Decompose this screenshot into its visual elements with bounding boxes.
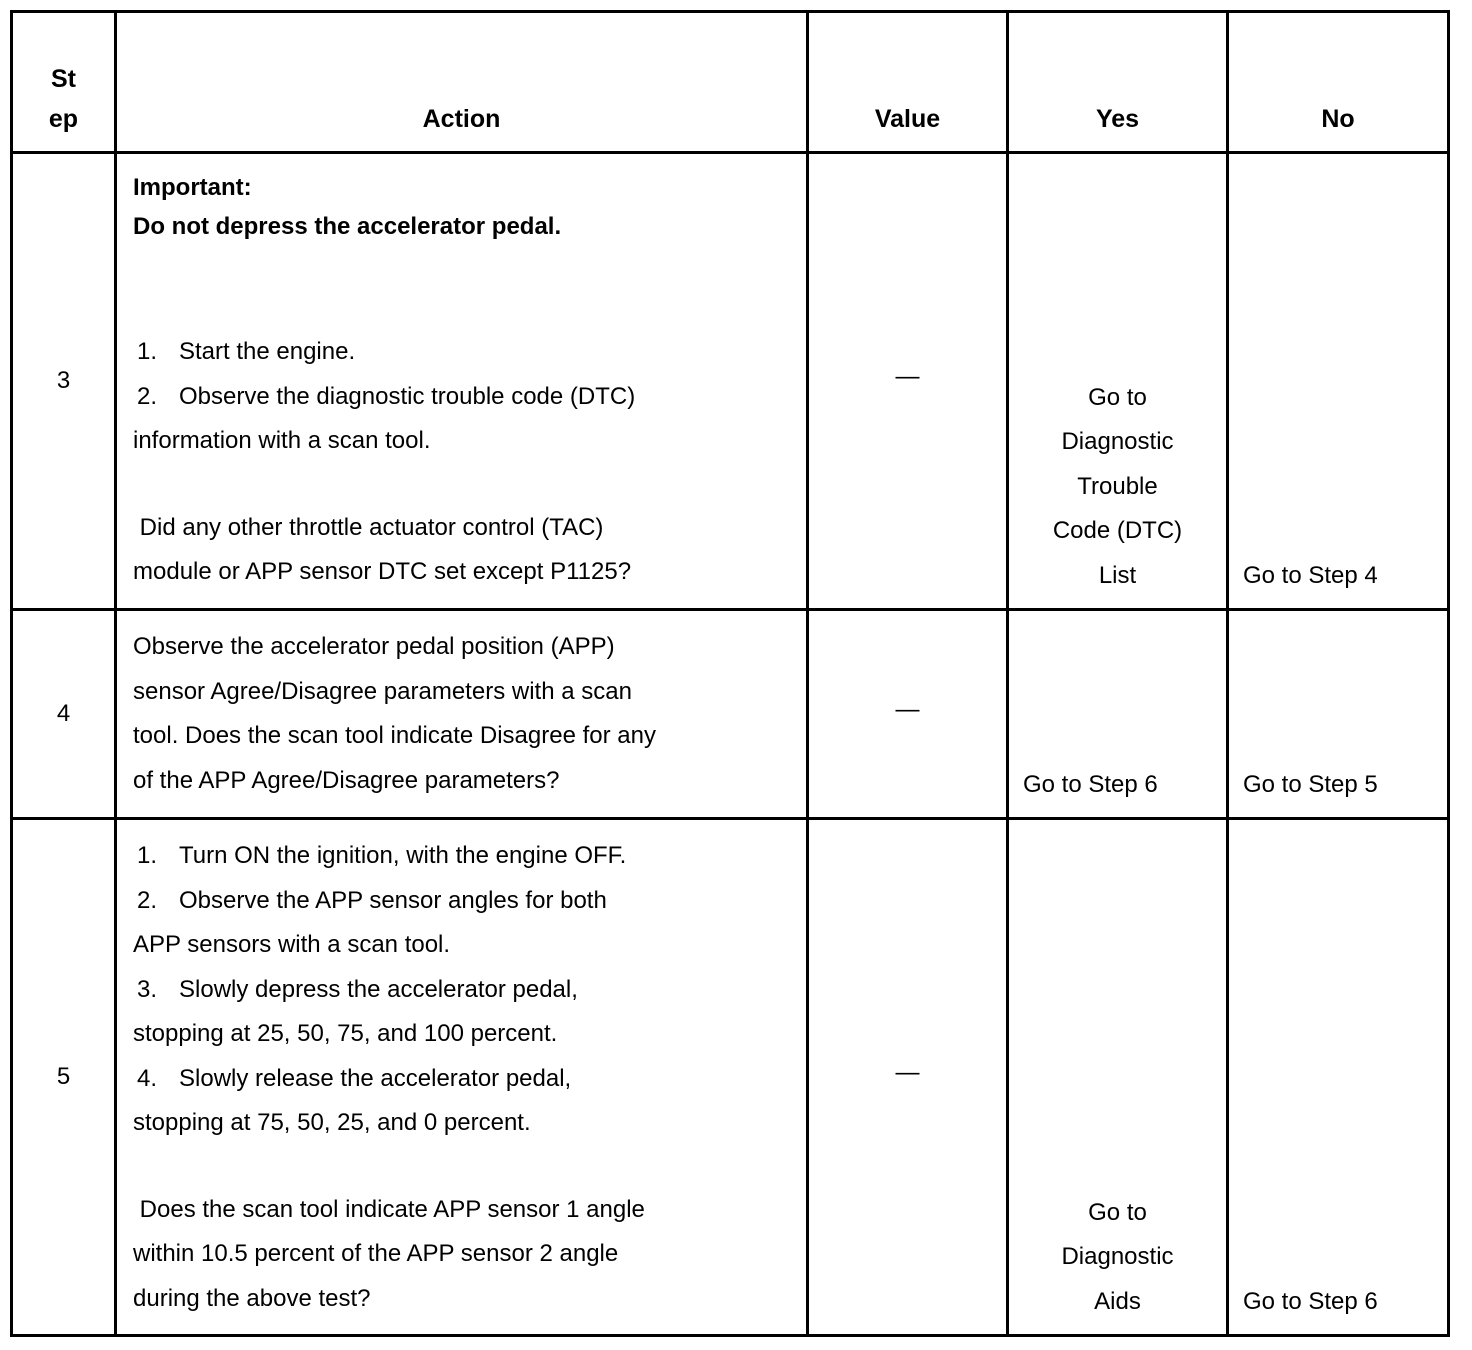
action-text: Observe the accelerator pedal position (APP) [133,633,615,660]
table-row [12,819,1449,1336]
yes-line: Go to [1088,383,1147,411]
header-value: Value [808,12,1008,153]
action-question: within 10.5 percent of the APP sensor 2 angle [133,1240,619,1267]
value-dash: — [895,696,920,723]
action-step: stopping at 75, 50, 25, and 0 percent. [133,1109,531,1136]
value-cell [808,819,1008,1336]
action-step: 3. Slowly depress the accelerator pedal, [137,975,578,1003]
header-row [12,12,1449,153]
important-label: Important: [133,174,252,201]
header-step-line1: St [51,65,76,93]
step-number: 4 [12,610,116,819]
action-text: sensor Agree/Disagree parameters with a scan [133,677,632,705]
yes-line: List [1098,561,1137,589]
value-cell [808,153,1008,610]
yes-line: Code (DTC) [1052,517,1183,544]
step-number: 3 [12,153,116,610]
action-question: during the above test? [133,1284,371,1312]
no-cell [1228,153,1449,610]
action-text: tool. Does the scan tool indicate Disagree for any [133,722,656,749]
action-cell [116,153,808,610]
important-text: Do not depress the accelerator pedal. [133,213,562,240]
yes-line: Trouble [1077,472,1158,500]
action-question: Did any other throttle actuator control (TAC) [133,513,604,541]
yes-line: Diagnostic [1061,428,1174,455]
action-question: Does the scan tool indicate APP sensor 1 angle [133,1195,645,1223]
no-link: Go to Step 4 [1243,561,1378,589]
header-step [12,12,116,153]
action-step: information with a scan tool. [133,427,431,454]
value-dash: — [895,1059,920,1086]
yes-cell [1008,610,1228,819]
action-question: module or APP sensor DTC set except P1125? [133,558,632,585]
header-step-line2: ep [48,105,79,133]
yes-line: Aids [1094,1287,1141,1315]
value-dash: — [895,363,920,390]
diagnostic-table [10,10,1450,1337]
action-cell [116,610,808,819]
table-row [12,610,1449,819]
action-step: 2. Observe the diagnostic trouble code (DTC) [137,382,636,410]
action-text: of the APP Agree/Disagree parameters? [133,766,560,794]
header-no: No [1228,12,1449,153]
action-step: APP sensors with a scan tool. [133,931,451,958]
table-row [12,153,1449,610]
step-number: 5 [12,819,116,1336]
action-cell [116,819,808,1336]
no-link: Go to Step 5 [1243,770,1378,798]
action-step: 1. Start the engine. [137,338,356,365]
action-step: 2. Observe the APP sensor angles for both [137,886,607,914]
yes-cell [1008,153,1228,610]
yes-link: Go to Step 6 [1023,770,1158,798]
no-cell [1228,610,1449,819]
action-step: 1. Turn ON the ignition, with the engine OFF. [137,842,627,869]
action-step: stopping at 25, 50, 75, and 100 percent. [133,1020,558,1047]
no-cell [1228,819,1449,1336]
yes-line: Diagnostic [1061,1243,1174,1270]
yes-line: Go to [1088,1198,1147,1226]
value-cell [808,610,1008,819]
header-yes: Yes [1008,12,1228,153]
header-action: Action [116,12,808,153]
no-link: Go to Step 6 [1243,1287,1378,1315]
action-step: 4. Slowly release the accelerator pedal, [137,1064,572,1092]
yes-cell [1008,819,1228,1336]
